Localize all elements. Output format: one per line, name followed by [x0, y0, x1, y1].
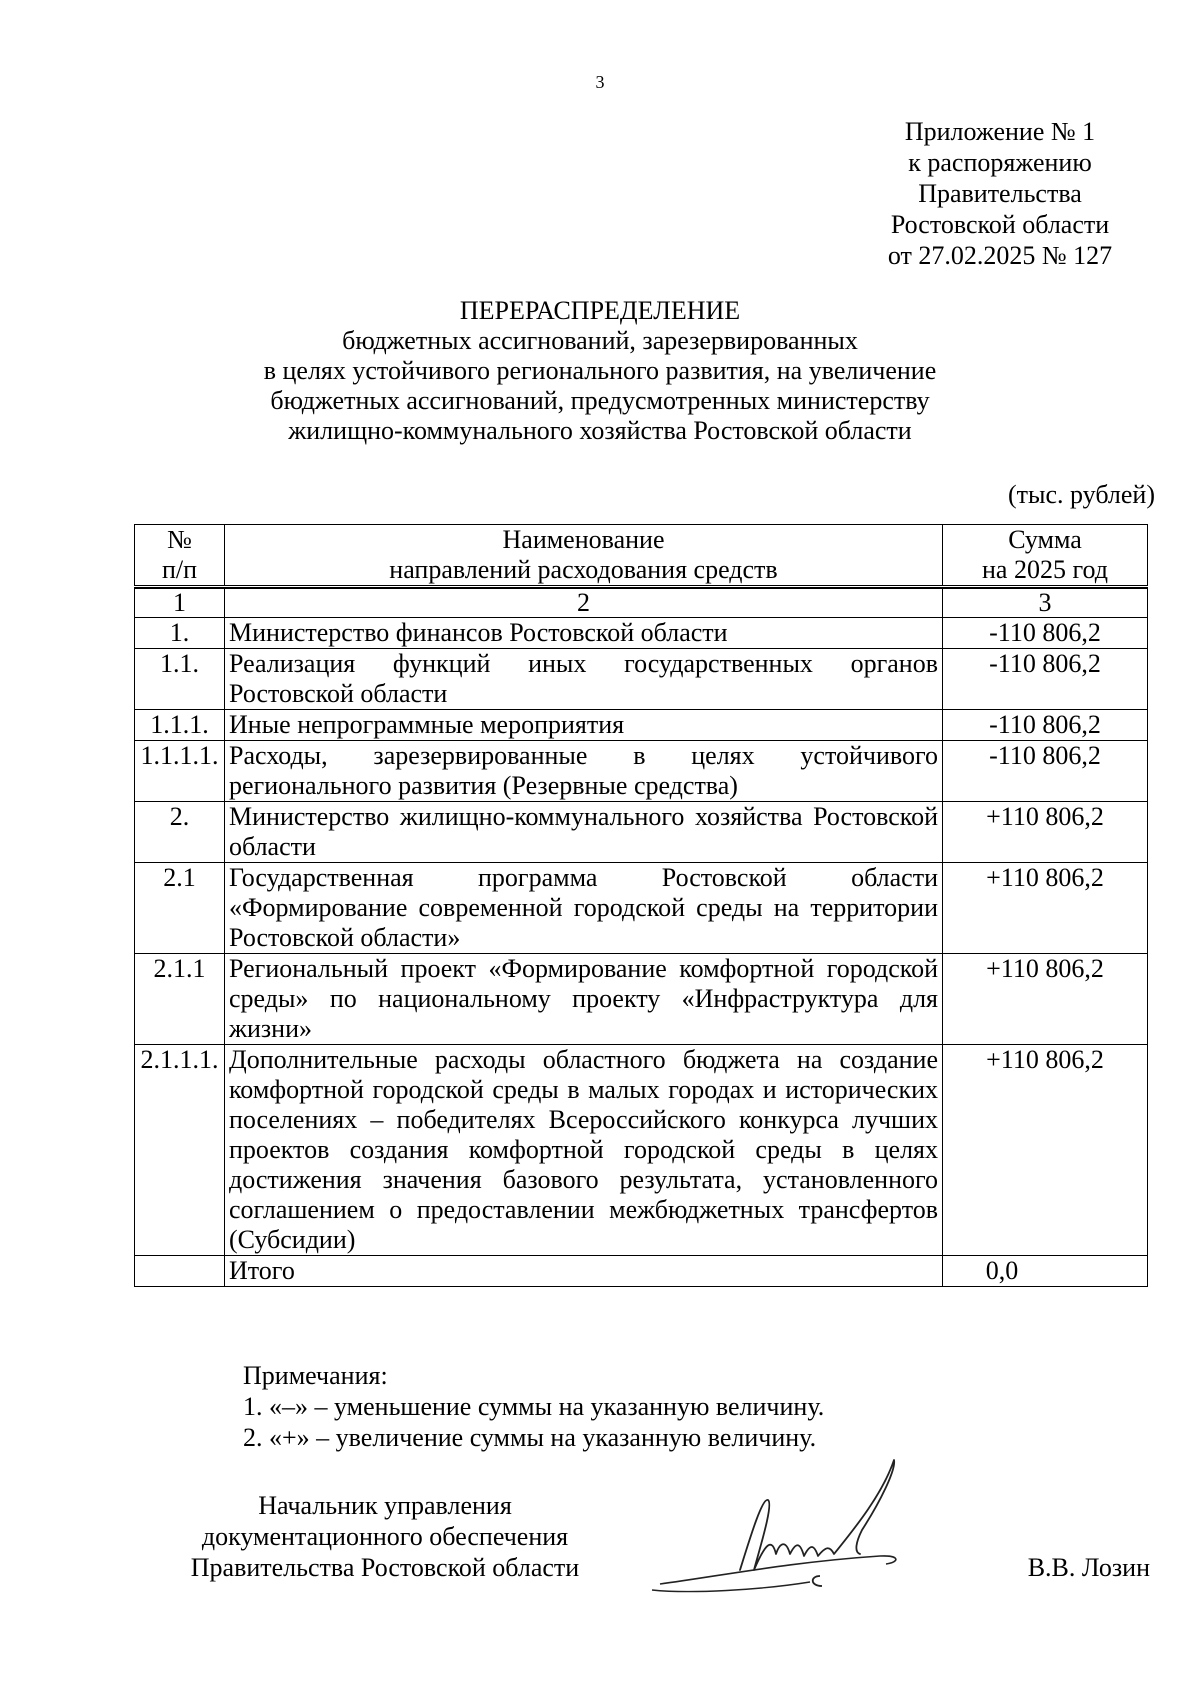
signer-position-line: Правительства Ростовской области — [190, 1553, 580, 1582]
row-num: 1. — [135, 618, 225, 649]
page-number: 3 — [595, 72, 605, 92]
note-item: 2. «+» – увеличение суммы на указанную величину. — [243, 1423, 817, 1452]
total-sum: 0,0 — [943, 1256, 1148, 1287]
total-label: Итого — [225, 1256, 943, 1287]
signer-position — [170, 1490, 600, 1583]
table-row — [135, 741, 1148, 802]
note-item: 1. «–» – уменьшение суммы на указанную величину. — [243, 1392, 825, 1421]
total-num — [135, 1256, 225, 1287]
row-num: 1.1. — [135, 649, 225, 710]
appendix-block — [850, 116, 1150, 271]
signer-position-line: Начальник управления — [258, 1491, 512, 1520]
row-sum: +110 806,2 — [943, 954, 1148, 1045]
redistribution-table — [134, 524, 1148, 1287]
row-num: 2.1.1 — [135, 954, 225, 1045]
notes-block — [243, 1360, 824, 1453]
signer-name: В.В. Лозин — [1027, 1553, 1150, 1582]
row-name: Реализация функций иных государственных органов Ростовской области — [225, 649, 943, 710]
appendix-line: Правительства — [918, 179, 1082, 208]
row-name: Региональный проект «Формирование комфортной городской среды» по национальному проекту «Инфраструктура для жизни» — [225, 954, 943, 1045]
column-number: 3 — [943, 589, 1148, 618]
table-row — [135, 1045, 1148, 1256]
row-name: Государственная программа Ростовской области «Формирование современной городской среды на территории Ростовской области» — [225, 863, 943, 954]
header-name: Наименование направлений расходования средств — [225, 525, 943, 587]
title-line: бюджетных ассигнований, предусмотренных министерству — [270, 386, 930, 415]
total-row — [135, 1256, 1148, 1287]
row-num: 2.1 — [135, 863, 225, 954]
row-num: 1.1.1. — [135, 710, 225, 741]
row-num: 2.1.1.1. — [135, 1045, 225, 1256]
row-name: Иные непрограммные мероприятия — [225, 710, 943, 741]
column-number: 2 — [225, 589, 943, 618]
row-name: Министерство финансов Ростовской области — [225, 618, 943, 649]
table-row — [135, 954, 1148, 1045]
table-row — [135, 802, 1148, 863]
row-sum: -110 806,2 — [943, 618, 1148, 649]
table-row — [135, 649, 1148, 710]
table-row — [135, 710, 1148, 741]
row-sum: -110 806,2 — [943, 710, 1148, 741]
row-name: Дополнительные расходы областного бюджета на создание комфортной городской среды в малых городах и исторических поселениях – победителях Всероссийского конкурса лучших проектов создания комфортной городской среды в целях достижения значения базового результата, установленного соглашением о предоставлении межбюджетных трансфертов (Субсидии) — [225, 1045, 943, 1256]
row-sum: +110 806,2 — [943, 802, 1148, 863]
table-row — [135, 618, 1148, 649]
row-sum: -110 806,2 — [943, 649, 1148, 710]
appendix-line: от 27.02.2025 № 127 — [887, 241, 1113, 270]
signer-position-line: документационного обеспечения — [201, 1522, 569, 1551]
title-line: бюджетных ассигнований, зарезервированных — [342, 326, 858, 355]
notes-title: Примечания: — [243, 1361, 388, 1390]
row-num: 2. — [135, 802, 225, 863]
title-line: жилищно-коммунального хозяйства Ростовской области — [288, 416, 912, 445]
row-sum: +110 806,2 — [943, 863, 1148, 954]
header-num: № п/п — [135, 525, 225, 587]
row-name: Министерство жилищно-коммунального хозяйства Ростовской области — [225, 802, 943, 863]
appendix-line: Приложение № 1 — [904, 117, 1096, 146]
row-num: 1.1.1.1. — [135, 741, 225, 802]
units-label: (тыс. рублей) — [1007, 480, 1155, 509]
document-title — [160, 296, 1040, 446]
row-sum: -110 806,2 — [943, 741, 1148, 802]
table-row — [135, 863, 1148, 954]
title-heading: ПЕРЕРАСПРЕДЕЛЕНИЕ — [459, 296, 741, 325]
row-sum: +110 806,2 — [943, 1045, 1148, 1256]
appendix-line: Ростовской области — [890, 210, 1110, 239]
row-name: Расходы, зарезервированные в целях устойчивого регионального развития (Резервные средства) — [225, 741, 943, 802]
header-sum: Сумма на 2025 год — [943, 525, 1148, 587]
handwritten-signature — [650, 1458, 980, 1598]
title-line: в целях устойчивого регионального развития, на увеличение — [263, 356, 937, 385]
appendix-line: к распоряжению — [908, 148, 1092, 177]
column-numbers-row — [135, 589, 1148, 618]
table-header-row — [135, 525, 1148, 587]
column-number: 1 — [135, 589, 225, 618]
